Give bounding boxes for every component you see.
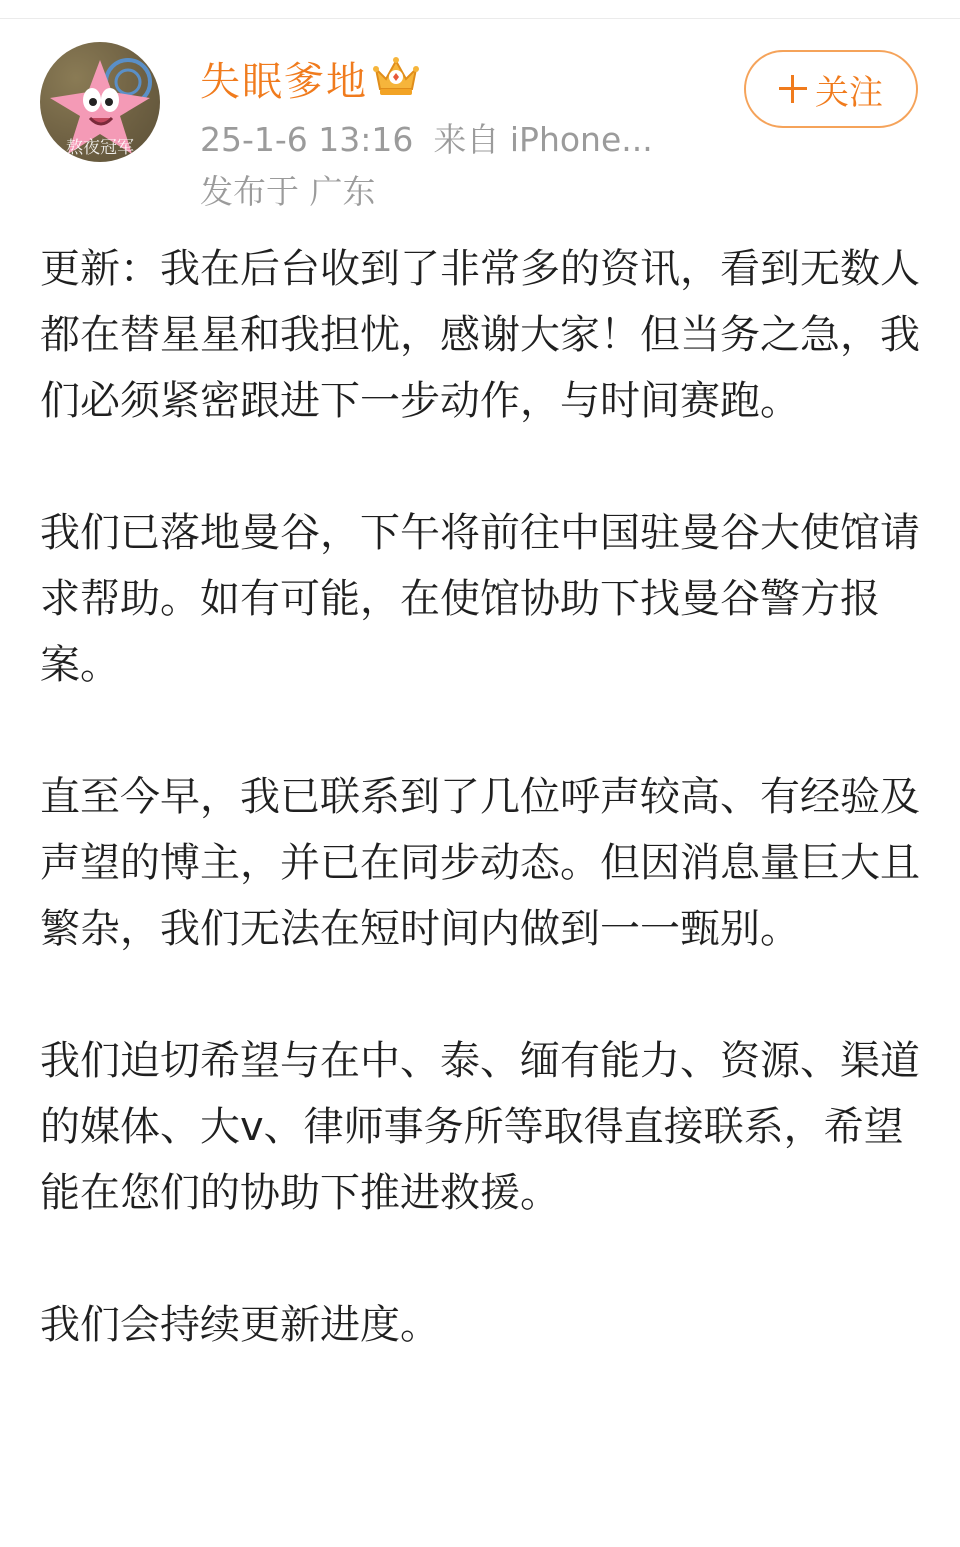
post-paragraph-1: 更新：我在后台收到了非常多的资讯，看到无数人都在替星星和我担忧，感谢大家！但当务之急，我们必须紧密跟进下一步动作，与时间赛跑。 [40, 246, 920, 424]
crown-icon [372, 55, 420, 97]
post-meta [200, 114, 653, 161]
plus-icon [779, 75, 807, 103]
follow-button-label: 关注 [815, 72, 883, 113]
post-paragraph-4: 我们迫切希望与在中、泰、缅有能力、资源、渠道的媒体、大v、律师事务所等取得直接联系，希望能在您们的协助下推进救援。 [40, 1038, 920, 1216]
post-paragraph-2: 我们已落地曼谷，下午将前往中国驻曼谷大使馆请求帮助。如有可能，在使馆协助下找曼谷警方报案。 [40, 510, 920, 688]
post-timestamp: 25-1-6 13:16 [200, 120, 414, 159]
avatar[interactable] [40, 42, 160, 162]
post-paragraph-3: 直至今早，我已联系到了几位呼声较高、有经验及声望的博主，并已在同步动态。但因消息量巨大且繁杂，我们无法在短时间内做到一一甄别。 [40, 774, 920, 952]
post-header [0, 0, 960, 220]
username[interactable]: 失眠爹地 [200, 59, 368, 105]
follow-button[interactable] [744, 50, 918, 128]
post-paragraph-5: 我们会持续更新进度。 [40, 1302, 440, 1348]
post-location: 发布于 广东 [200, 172, 376, 211]
post-source: 来自 iPhone... [433, 120, 653, 159]
avatar-caption: 熬夜冠军 [66, 138, 134, 158]
post-body [40, 236, 925, 1424]
